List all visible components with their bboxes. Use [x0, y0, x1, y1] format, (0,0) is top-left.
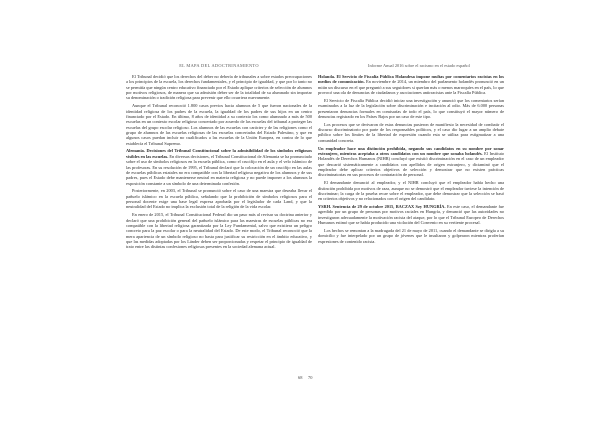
paragraph: [318, 204, 504, 225]
paragraph-text: Posteriormente, en 2003, el Tribunal se pronunció sobre el caso de una maestra que deseaba llevar el pañuelo islámico en la escuela pública, señalando que la prohibición de símbolos religiosos para el personal docente exige una base legal expresa aprobada por el legislador de cada Land, y que la neutralidad del Estado no implica la exclusión total de la religión de la vida escolar.: [126, 188, 312, 210]
left-page: [126, 62, 312, 380]
paragraph-lead: Holanda. El Servicio de Fiscalía Pública Holandesa impone multas por comentarios racistas en los medios de comunicación.: [318, 74, 504, 85]
paragraph: [126, 103, 312, 146]
right-body-text: [318, 74, 504, 244]
paragraph: [126, 188, 312, 209]
paragraph: [126, 74, 312, 101]
paragraph-text: En este caso, el demandante fue agredido por un grupo de personas por motivos raciales en Hungría, y denunció que las autoridades no investigaron adecuadamente la motivación racista del ataque, por lo que el Tribunal Europeo de Derechos Humanos estimó que se había producido una violación del Convenio en su vertiente procesal.: [318, 204, 504, 226]
left-body-text: [126, 74, 312, 250]
paragraph-text: El Instituto Holandés de Derechos Humanos (NIHR) concluyó que existió discriminación en el caso de un empleador que descartó sistemáticamente a candidatos con apellidos de origen extranjero, y dictaminó que el empleador debe aplicar criterios objetivos de selección y demostrar que no existen prácticas discriminatorias en sus procesos de contratación de personal.: [318, 150, 504, 178]
running-head-right: Informe Anual 2016 sobre el racismo en el estado español: [368, 63, 470, 68]
paragraph-text: Aunque el Tribunal reconoció 1.800 casos previos hacia alumnos de 5 que fueron nacionales de la identidad religiosa de los padres de la escuela, la igualdad de los padres de sus hijos en un centro financiado por el Estado. En último, 8 años de identidad a su contexto los como alumnado a más de 500 escuelas en un contexto escolar religioso concertado por acuerdo de las escuelas del tribunal a proteger las escuelas del grupo escolar religioso. Los alumnos de las escuelas con carácter y de las religiones como el grupo de alumnos de las escuelas religiosas de las escuelas concertadas del Estado Palestino, y que en algunos casos puedan incluir no cualificados a las escuelas de la Unión Europea, en contra de lo que establecía el Tribunal Supremo.: [126, 103, 312, 146]
running-head-left: EL MAPA DEL ADOCTRINAMIENTO: [179, 63, 259, 68]
paragraph: [318, 146, 504, 178]
paragraph: [318, 228, 504, 244]
paragraph-text: Los hechos se remontan a la madrugada del 21 de mayo de 2011, cuando el demandante se dirigía a su domicilio y fue interpelado por un grupo de jóvenes que le insultaron y golpearon mientras proferían expresiones de contenido racista.: [318, 227, 504, 244]
paragraph: [318, 98, 504, 119]
paragraph-text: En noviembre de 2014, un miembro del parlamento holandés pronunció en un mitin un discurso en el que preguntó a sus seguidores si querían más o menos marroquíes en el país, lo que provocó una ola de denuncias de ciudadanos y asociaciones antirracistas ante la Fiscalía Pública.: [318, 79, 504, 96]
paragraph-lead: Un empleador hace una distinción prohibida, negando sus candidatos en su nombre por sonar extranjero, mientras aceptaba a otros candidatos con un nombre que sonaba holandés.: [318, 145, 504, 156]
paragraph-lead: YSRH. Sentencia de 29 de octubre 2015, BACZAX Szy HUNGRÍA.: [318, 204, 446, 210]
paragraph-text: En diversas decisiones, el Tribunal Constitucional de Alemania se ha pronunciado sobre el uso de símbolos religiosos en la escuela pública, como el crucifijo en el aula y el velo islámico de las profesoras. En su resolución de 1995, el Tribunal declaró que la colocación de un crucifijo en las aulas de escuelas públicas estatales no era compatible con la libertad religiosa negativa de los alumnos y de sus padres, pues el Estado debe mantenerse neutral en materia religiosa y no puede imponer a los alumnos la exposición constante a un símbolo de una determinada confesión.: [126, 153, 312, 186]
paragraph-text: El Servicio de Fiscalía Pública decidió iniciar una investigación y anunció que los comentarios serían examinados a la luz de la legislación sobre discriminación e incitación al odio. Más de 6.000 personas presentaron denuncias formales en comisarías de todo el país, lo que constituyó el mayor número de denuncias registrado en los Países Bajos por un caso de este tipo.: [318, 97, 504, 119]
paragraph-text: El Tribunal decidió que los derechos del deber no debería de tribunales a sobre estados preocupaciones a los principios de la escuela, los derechos fundamentales, y el principio de igualdad, y que por lo tanto no se permitía que ningún centro educativo financiado por el Estado aplique criterios de selección de alumnos por motivos religiosos, de manera que su admisión deber ser de la totalidad de su alumnado sin importar su denominación o tradición religiosa para prevenir que ello ocurriera nuevamente.: [126, 74, 312, 101]
right-page: [318, 62, 504, 380]
paragraph: [318, 180, 504, 201]
paragraph-text: En enero de 2015, el Tribunal Constitucional Federal dio un paso más al revisar su doctrina anterior y declaró que una prohibición general del pañuelo islámico para las maestras de escuelas públicas no era compatible con la libertad religiosa garantizada por la Ley Fundamental, salvo que existiera un peligro concreto para la paz escolar o para la neutralidad del Estado. De este modo, el Tribunal reconoció que la mera apariencia de un símbolo religioso no basta para justificar su restricción en el ámbito educativo, y que las medidas adoptadas por los Länder deben ser proporcionadas y respetar el principio de igualdad de trato entre las distintas confesiones religiosas presentes en la sociedad alemana actual.: [126, 212, 312, 250]
paragraph-text: Los procesos que se derivaron de estas denuncias pusieron de manifiesto la necesidad de combatir el discurso discriminatorio por parte de los responsables políticos, y el caso dio lugar a un amplio debate público sobre los límites de la libertad de expresión cuando esta se utiliza para estigmatizar a una comunidad concreta.: [318, 121, 504, 143]
paragraph: [126, 148, 312, 185]
page-number-left: 68: [298, 375, 303, 380]
paragraph-lead: Alemania. Decisiones del Tribunal Constitucional sobre la admisibilidad de los símbolos religiosos visibles en las escuelas.: [126, 148, 312, 159]
paragraph-text: El demandante denunció al empleador, y el NIHR concluyó que el empleador había hecho una distinción prohibida por motivos de raza, aunque no se demostró que el empleador tuviese la intención de discriminar; la carga de la prueba recae sobre el empleador, que debe demostrar que la selección se basó en criterios objetivos y no relacionados con el origen del candidato.: [318, 180, 504, 202]
paragraph: [318, 122, 504, 143]
paragraph: [126, 212, 312, 249]
page-number-right: 70: [308, 375, 313, 380]
paragraph: [318, 74, 504, 95]
